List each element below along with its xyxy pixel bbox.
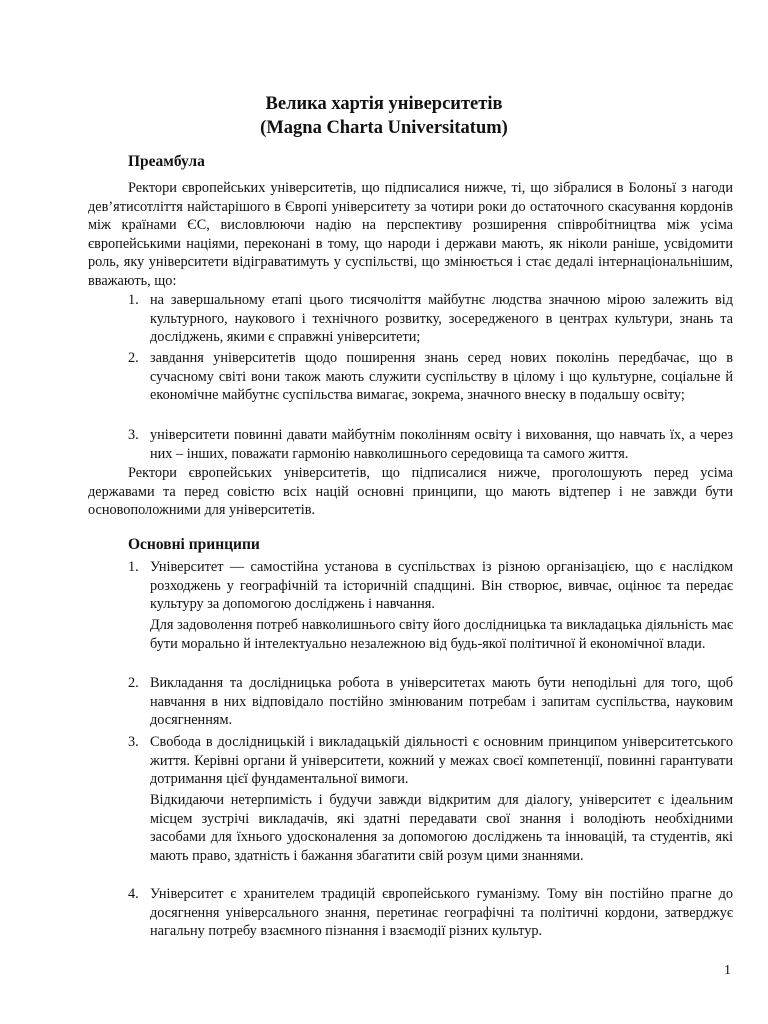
preamble-intro: Ректори європейських університетів, що підписалися нижче, ті, що зібралися в Болоньї з нагоди дев’ятисотліття найстарішого в Європі університету за чотири роки до остаточного скасування кордонів між країнами ЄС, висловлюючи надію на перспективу розширення співробітництва між усіма європейськими націями, переконані в тому, що народи і держави мають, як ніколи раніше, усвідомити роль, яку університети відіграватимуть у суспільстві, що змінюється і стає дедалі інтернаціональнішим, вважають, що: bbox=[88, 180, 733, 289]
list-number: 1. bbox=[128, 559, 139, 575]
list-number: 4. bbox=[128, 886, 139, 902]
preamble-item bbox=[128, 426, 733, 463]
principle-continuation: Для задоволення потреб навколишнього світу його дослідницька та викладацька діяльність має бути морально й інтелектуально незалежною від будь-якої політичної й економічної влади. bbox=[150, 617, 733, 652]
list-item-text: Університет — самостійна установа в суспільствах із різною організацією, що є наслідком розходжень у географічній та історичній спадщині. Він створює, вивчає, оцінює та передає культуру за допомогою досліджень і навчання. bbox=[150, 559, 733, 613]
list-number: 2. bbox=[128, 675, 139, 691]
principle-continuation: Відкидаючи нетерпимість і будучи завжди відкритим для діалогу, університет є ідеальним місцем зустрічі викладачів, які здатні передавати свої знання і володіють необхідними засобами для їхнього удосконалення за допомогою досліджень та інновацій, та студентів, які мають право, здатність і бажання збагатити свій розум цими знаннями. bbox=[150, 792, 733, 864]
list-item-text: Свобода в дослідницькій і викладацькій діяльності є основним принципом університетського життя. Керівні органи й університети, кожний у межах своєї компетенції, повинні гарантувати дотримання цієї фундаментальної вимоги. bbox=[150, 734, 733, 788]
preamble-item bbox=[128, 349, 733, 405]
list-item-text: університети повинні давати майбутнім поколінням освіту і виховання, що навчать їх, а через них – інших, поважати гармонію навколишнього середовища та самого життя. bbox=[150, 427, 733, 462]
preamble-heading: Преамбула bbox=[128, 153, 205, 170]
principle-item bbox=[128, 558, 733, 614]
principle-item bbox=[128, 885, 733, 941]
list-item-text: на завершальному етапі цього тисячоліття майбутнє людства значною мірою залежить від культурного, наукового і технічного розвитку, зосередженого в центрах культури, знань та досліджень, якими є справжні університети; bbox=[150, 292, 733, 346]
list-number: 3. bbox=[128, 734, 139, 750]
principles-heading: Основні принципи bbox=[128, 536, 260, 553]
list-item-text: завдання університетів щодо поширення знань серед нових поколінь передбачає, що в сучасному світі вони також мають служити суспільству в цілому і що культурне, соціальне й економічне майбутнє суспільства вимагає, зокрема, значного внеску в подальшу освіту; bbox=[150, 350, 733, 404]
preamble-item bbox=[128, 291, 733, 347]
list-item-text: Університет є хранителем традицій європейського гуманізму. Тому він постійно прагне до досягнення універсального знання, перетинає географічні та політичні кордони, затверджує нагальну потребу взаємного пізнання і взаємодії різних культур. bbox=[150, 886, 733, 940]
list-number: 3. bbox=[128, 427, 139, 443]
list-item-text: Викладання та дослідницька робота в університетах мають бути неподільні для того, щоб навчання в них відповідало постійно змінюваним потребам і запитам суспільства, науковим досягненням. bbox=[150, 675, 733, 729]
preamble-closing: Ректори європейських університетів, що підписалися нижче, проголошують перед усіма державами та перед совістю всіх націй основні принципи, що мають відтепер і не завжди бути основоположними для університетів. bbox=[88, 465, 733, 519]
page-number: 1 bbox=[724, 963, 731, 978]
list-number: 2. bbox=[128, 350, 139, 366]
principle-item bbox=[128, 733, 733, 789]
principle-item bbox=[128, 674, 733, 730]
document-subtitle: (Magna Charta Universitatum) bbox=[260, 118, 508, 138]
document-title: Велика хартія університетів bbox=[265, 94, 503, 114]
list-number: 1. bbox=[128, 292, 139, 308]
